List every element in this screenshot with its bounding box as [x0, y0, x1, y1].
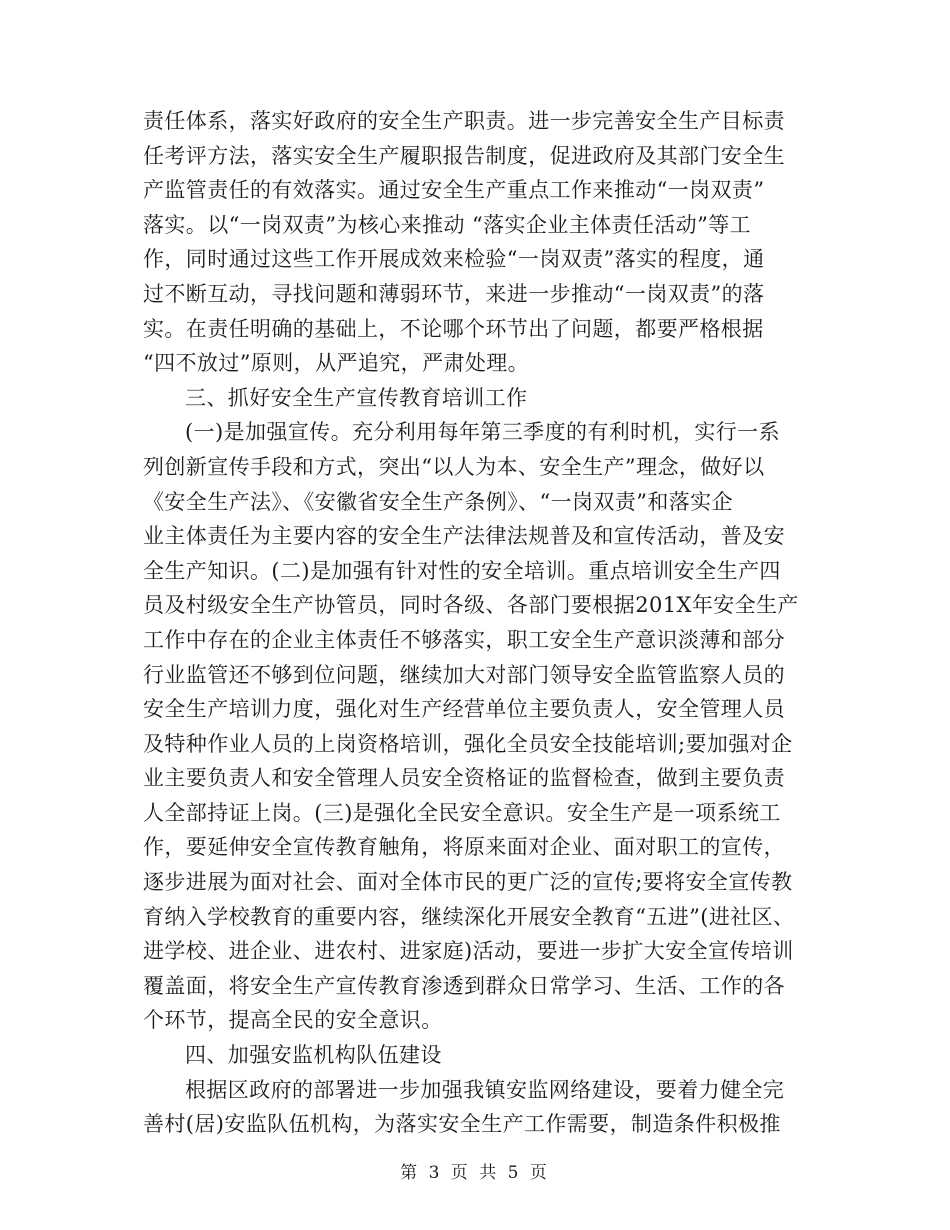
body-line-15: 员及村级安全生产协管员，同时各级、各部门要根据201X年安全生产 — [143, 593, 799, 618]
body-line-25: 进学校、进企业、进农村、进家庭)活动，要进一步扩大安全宣传培训 — [143, 939, 794, 964]
page-footer: 第 3 页 共 5 页 — [400, 1163, 550, 1183]
body-line-17: 行业监管还不够到位问题，继续加大对部门领导安全监管监察人员的 — [143, 662, 785, 687]
body-line-7: 实。在责任明确的基础上，不论哪个环节出了问题，都要严格根据 — [143, 316, 764, 341]
body-line-10: (一)是加强宣传。充分利用每年第三季度的有利时机，实行一系 — [185, 420, 780, 445]
body-line-23: 逐步进展为面对社会、面对全体市民的更广泛的宣传;要将安全宣传教 — [143, 870, 793, 895]
body-line-20: 业主要负责人和安全管理人员安全资格证的监督检查，做到主要负责 — [143, 766, 785, 791]
body-line-30: 善村(居)安监队伍机构，为落实安全生产工作需要，制造条件积极推 — [143, 1112, 781, 1137]
body-line-13: 业主体责任为主要内容的安全生产法律法规普及和宣传活动，普及安 — [143, 524, 785, 549]
body-line-11: 列创新宣传手段和方式，突出“以人为本、安全生产”理念，做好以 — [143, 454, 765, 479]
body-line-8: “四不放过”原则，从严追究，严肃处理。 — [143, 351, 530, 376]
section-heading-4: 四、加强安监机构队伍建设 — [185, 1043, 442, 1068]
body-line-24: 育纳入学校教育的重要内容，继续深化开展安全教育“五进”(进社区、 — [143, 904, 795, 929]
body-line-6: 过不断互动，寻找问题和薄弱环节，来进一步推动“一岗双责”的落 — [143, 281, 765, 306]
body-line-19: 及特种作业人员的上岗资格培训，强化全员安全技能培训;要加强对企 — [143, 731, 793, 756]
body-line-3: 产监管责任的有效落实。通过安全生产重点工作来推动“一岗双责” — [143, 178, 765, 203]
body-line-18: 安全生产培训力度，强化对生产经营单位主要负责人，安全管理人员 — [143, 697, 785, 722]
body-line-16: 工作中存在的企业主体责任不够落实，职工安全生产意识淡薄和部分 — [143, 627, 785, 652]
document-body — [143, 104, 833, 1142]
body-line-14: 全生产知识。(二)是加强有针对性的安全培训。重点培训安全生产四 — [143, 558, 781, 583]
body-line-2: 任考评方法，落实安全生产履职报告制度，促进政府及其部门安全生 — [143, 143, 785, 168]
body-line-21: 人全部持证上岗。(三)是强化全民安全意识。安全生产是一项系统工 — [143, 800, 781, 825]
body-line-5: 作，同时通过这些工作开展成效来检验“一岗双责”落实的程度，通 — [143, 247, 765, 272]
body-line-27: 个环节，提高全民的安全意识。 — [143, 1008, 443, 1033]
body-line-12: 《安全生产法》、《安徽省安全生产条例》、“一岗双责”和落实企 — [143, 489, 733, 514]
body-line-4: 落实。以“一岗双责”为核心来推动 “落实企业主体责任活动”等工 — [143, 212, 752, 237]
body-line-26: 覆盖面，将安全生产宣传教育渗透到群众日常学习、生活、工作的各 — [143, 973, 785, 998]
section-heading-3: 三、抓好安全生产宣传教育培训工作 — [185, 385, 528, 410]
body-line-29: 根据区政府的部署进一步加强我镇安监网络建设，要着力健全完 — [185, 1077, 785, 1102]
body-line-22: 作，要延伸安全宣传教育触角，将原来面对企业、面对职工的宣传， — [143, 835, 785, 860]
body-line-1: 责任体系，落实好政府的安全生产职责。进一步完善安全生产目标责 — [143, 109, 785, 133]
